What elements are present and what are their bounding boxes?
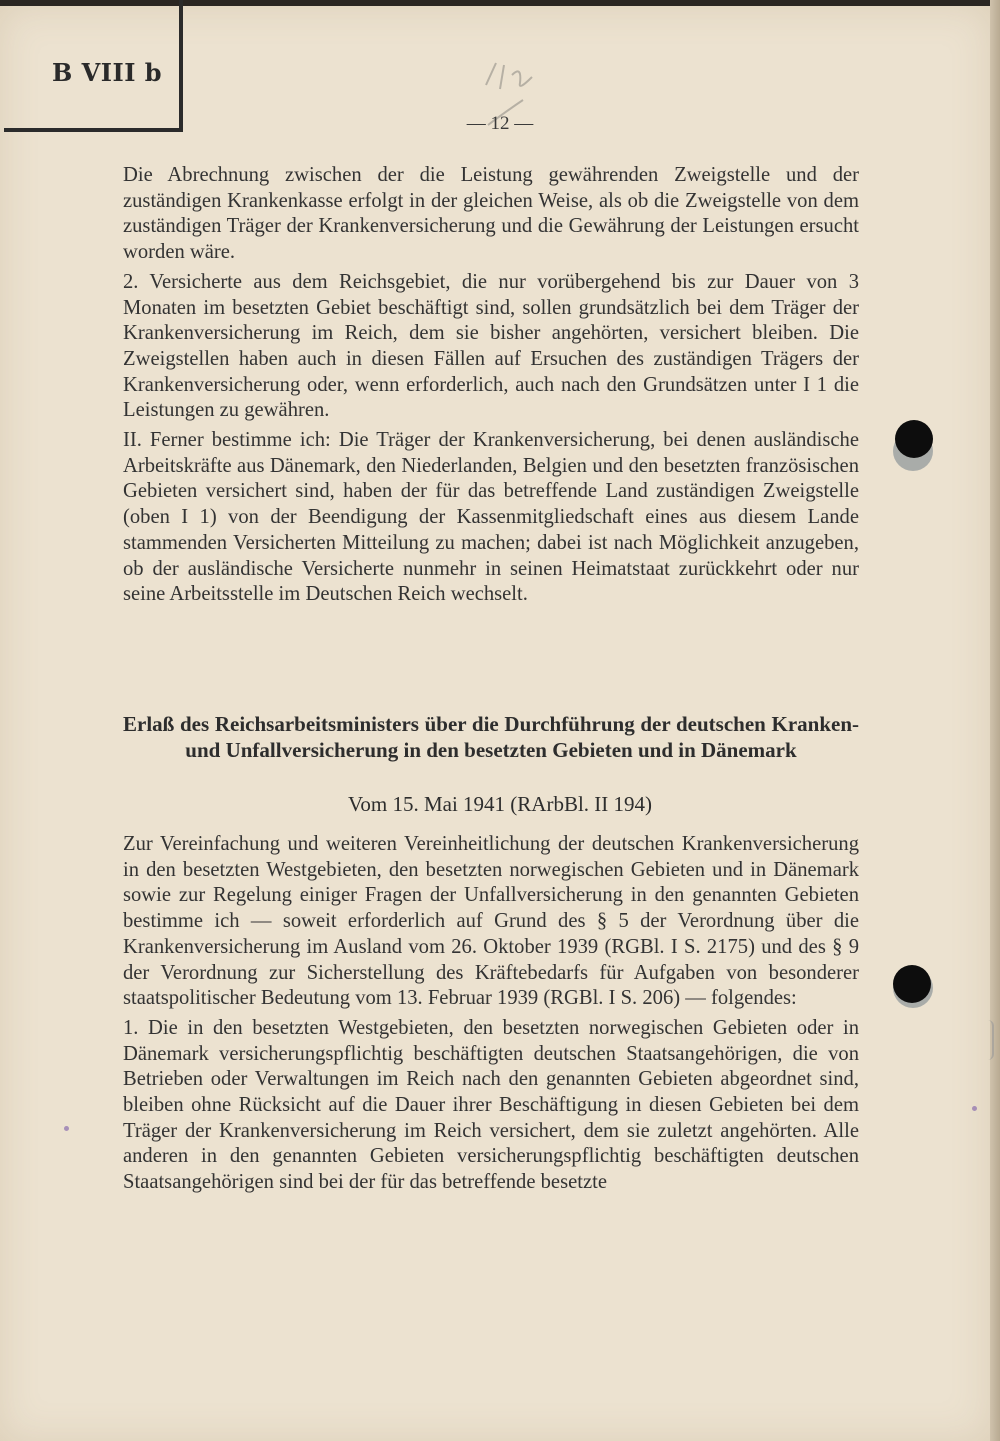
paragraph: 2. Versicherte aus dem Reichsgebiet, die nur vorübergehend bis zur Dauer von 3 Monaten im besetzten Gebiet beschäftigt sind, sollen grundsätzlich bei dem Träger der Krankenversicherung im Reich, dem sie bisher angehörten, versichert bleiben. Die Zweigstellen haben auch in diesen Fällen auf Ersuchen des zuständigen Trägers der Krankenversicherung oder, wenn erforderlich, auch nach den Grundsätzen unter I 1 die Leistungen zu gewähren. <box>123 270 859 422</box>
decree-body-text <box>123 832 859 1200</box>
paragraph: Die Abrechnung zwischen der die Leistung gewährenden Zweigstelle und der zuständigen Krankenkasse erfolgt in der gleichen Weise, als ob die Zweigstelle von dem zuständigen Träger der Krankenversicherung und die Gewährung der Leistungen ersucht worden wäre. <box>123 164 859 264</box>
decree-date: Vom 15. Mai 1941 (RArbBl. II 194) <box>347 792 653 816</box>
page-edge-mark <box>988 1020 994 1060</box>
ink-speck <box>972 1106 977 1111</box>
section-continued-text <box>123 163 859 612</box>
classification-label: B VIII b <box>52 58 163 87</box>
ink-speck <box>64 1126 69 1131</box>
paragraph: II. Ferner bestimme ich: Die Träger der Krankenversicherung, bei denen ausländische Arbeitskräfte aus Dänemark, den Niederlanden, Belgien und den besetzten französischen Gebieten versichert sind, haben der für das betreffende Land zuständigen Zweigstelle (oben I 1) von der Beendigung der Kassenmitgliedschaft eines aus diesem Lande stammenden Versicherten Mitteilung zu machen; dabei ist nach Möglichkeit anzugeben, ob der ausländische Versicherte nunmehr in seinen Heimatstaat zurückkehrt oder nur seine Arbeitsstelle im Deutschen Reich wechselt. <box>123 429 859 606</box>
page-number: — 12 — <box>466 113 534 134</box>
punch-hole <box>895 420 933 458</box>
paragraph: Zur Vereinfachung und weiteren Vereinheitlichung der deutschen Krankenversicherung in den besetzten Westgebieten, den besetzten norwegischen Gebieten und in Dänemark sowie zur Regelung einiger Fragen der Unfallversicherung in den genannten Gebieten bestimme ich — soweit erforderlich auf Grund des § 5 der Verordnung über die Krankenversicherung im Ausland vom 26. Oktober 1939 (RGBl. I S. 2175) und des § 9 der Verordnung zur Sicherstellung des Kräftebedarfs für Aufgaben von besonderer staatspolitischer Bedeutung vom 13. Februar 1939 (RGBl. I S. 206) — folgendes: <box>123 833 859 1010</box>
page-edge <box>990 0 1000 1441</box>
punch-hole <box>893 965 931 1003</box>
paragraph: 1. Die in den besetzten Westgebieten, den besetzten norwegischen Gebieten oder in Dänemark versicherungspflichtig beschäftigten deutschen Staatsangehörigen, die von Betrieben oder Verwaltungen im Reich nach den genannten Gebieten abgeordnet sind, bleiben ohne Rücksicht auf die Dauer ihrer Beschäftigung in diesen Gebieten bei dem Träger der Krankenversicherung im Reich versichert, dem sie zuletzt angehörten. Alle anderen in den genannten Gebieten versicherungspflichtig beschäftigten deutschen Staatsangehörigen sind bei der für das betreffende besetzte <box>123 1016 859 1194</box>
decree-title: Erlaß des Reichsarbeitsministers über die Durchführung der deutschen Kranken- und Unfallversicherung in den besetzten Gebieten und in Dänemark <box>123 712 859 762</box>
